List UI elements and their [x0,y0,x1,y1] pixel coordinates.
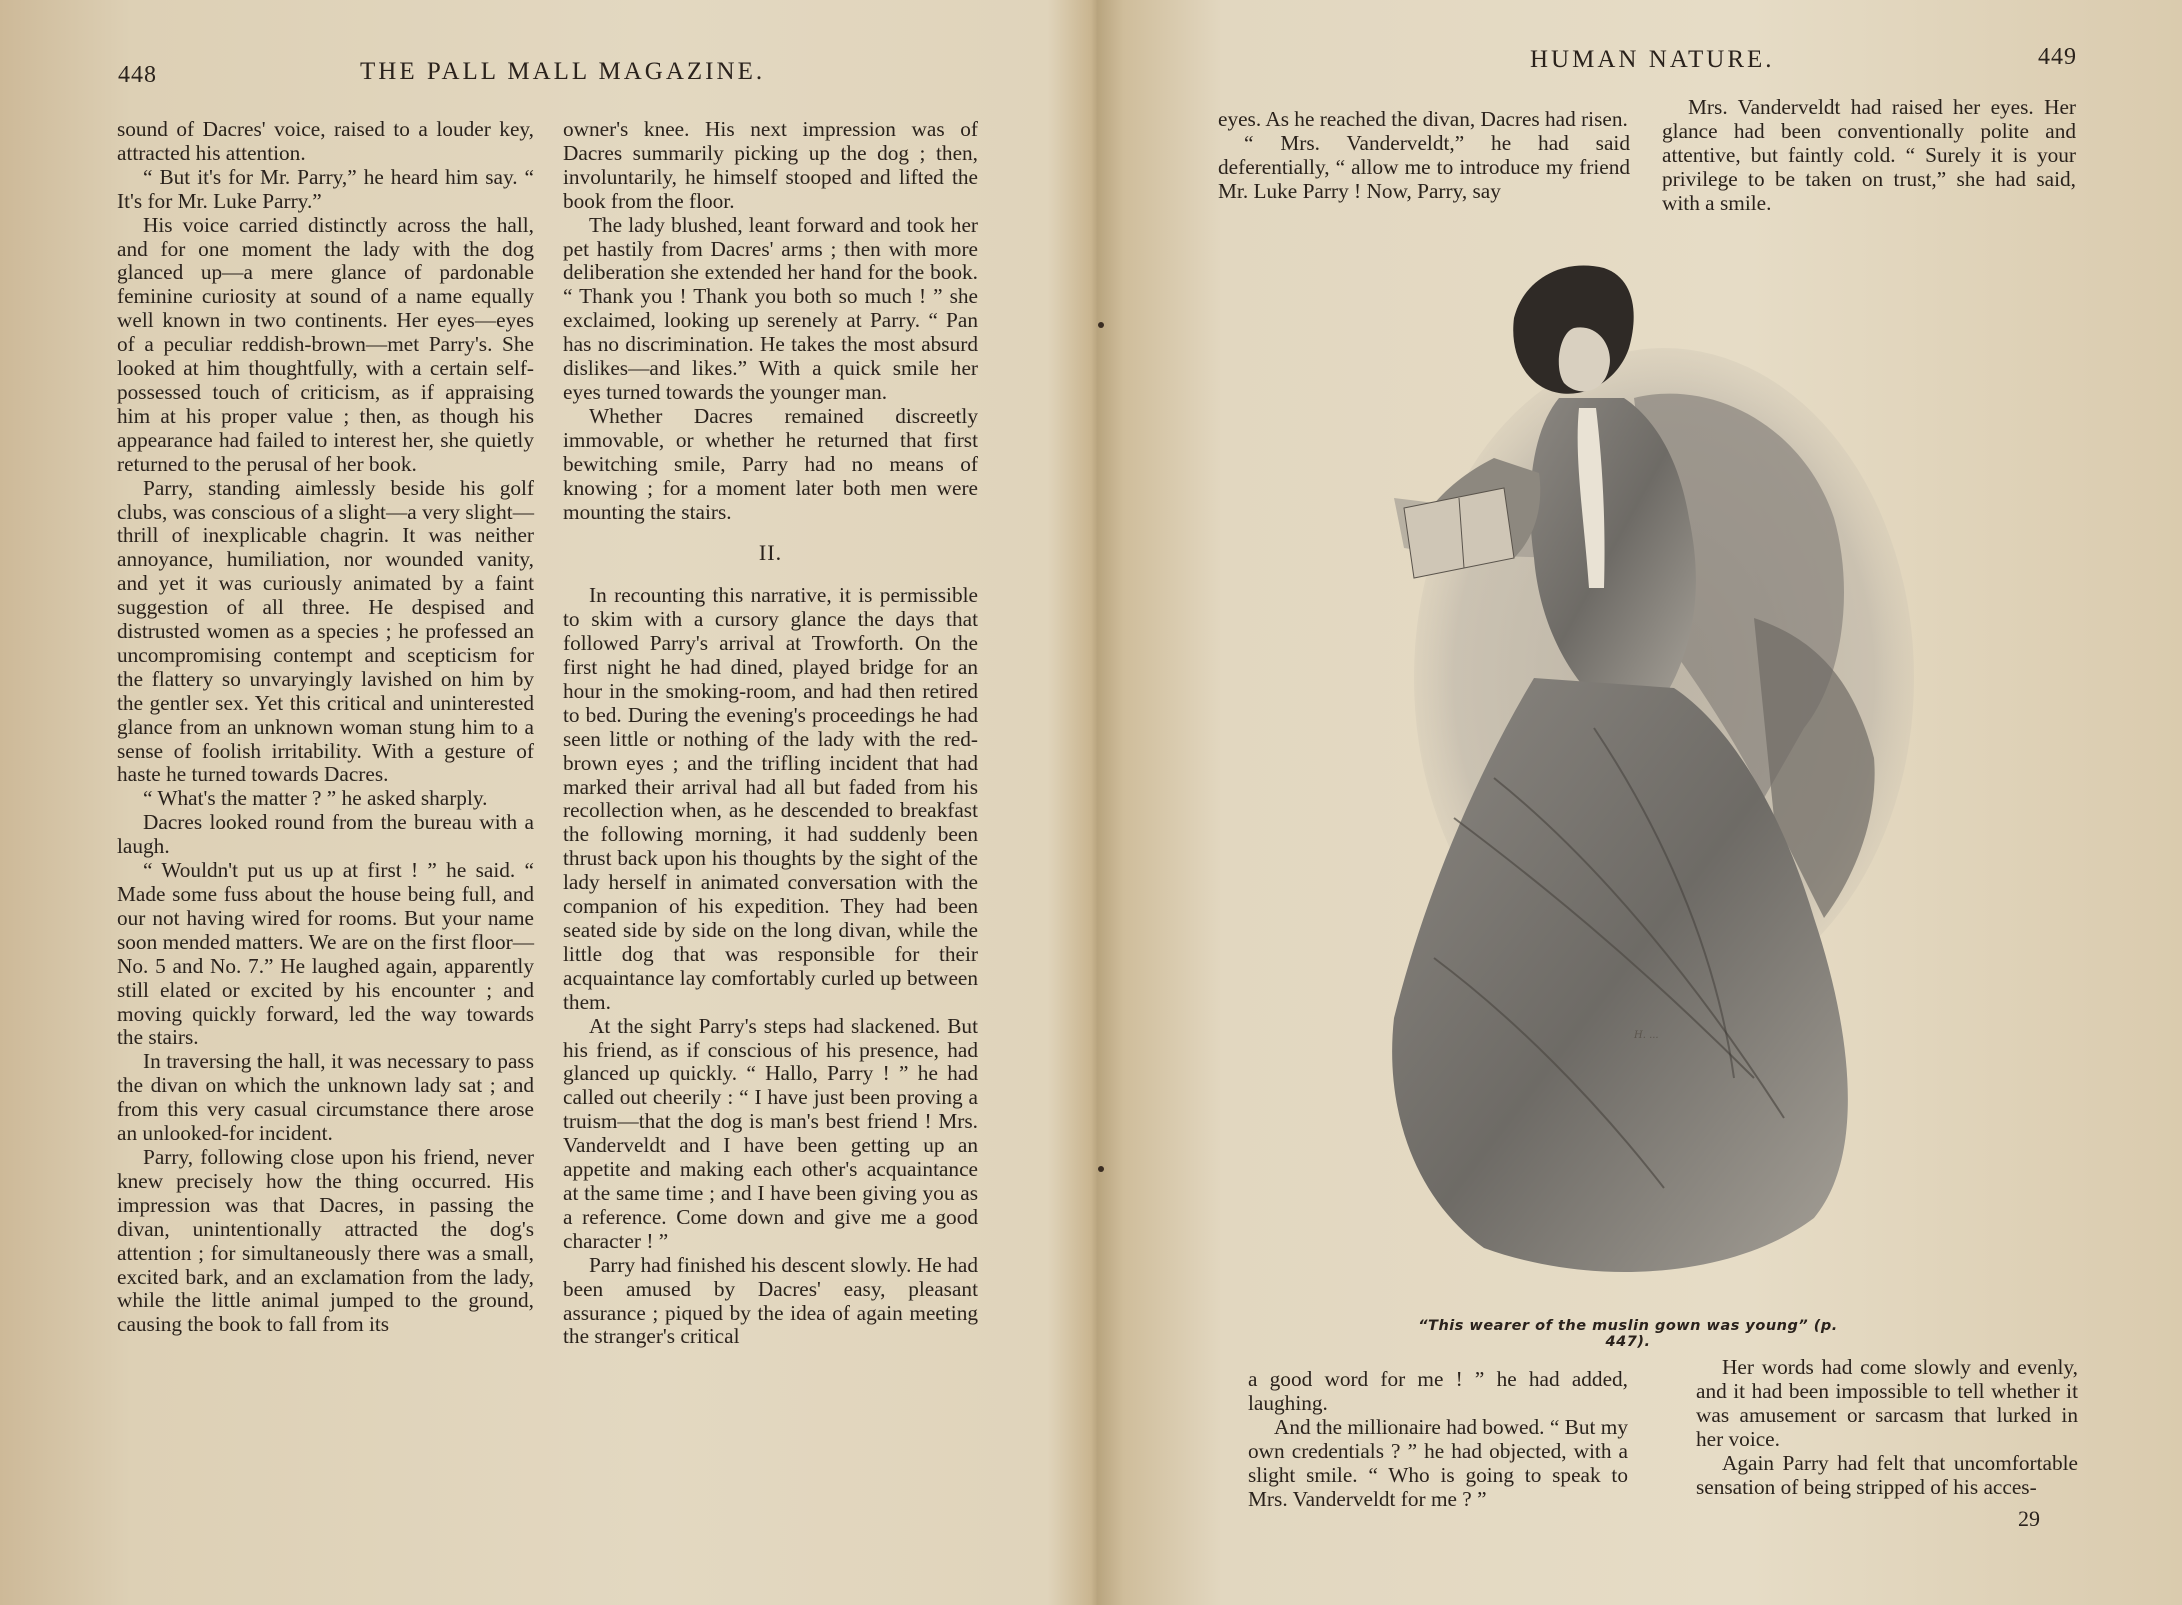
right-column-1-bottom [1248,1368,1628,1511]
left-column-2-lower [563,584,978,1349]
left-column-2-upper [563,118,978,524]
paragraph: Mrs. Vanderveldt had raised her eyes. Her glance had been conventionally polite and attentive, but faintly cold. “ Surely it is your privilege to be taken on trust,” she had said, with a smile. [1662,95,2076,215]
section-heading: II. [758,540,783,566]
paragraph: Dacres looked round from the bureau with a laugh. [117,810,534,859]
right-column-2-top [1662,96,2076,216]
paragraph: a good word for me ! ” he had added, laughing. [1248,1367,1628,1415]
left-page-number: 448 [118,62,157,88]
paragraph: “ But it's for Mr. Parry,” he heard him say. “ It's for Mr. Luke Parry.” [117,164,534,213]
right-column-1-top [1218,108,1630,204]
left-running-head: THE PALL MALL MAGAZINE. [360,58,766,85]
right-page-number: 449 [2038,44,2077,70]
paragraph: At the sight Parry's steps had slackened. But his friend, as if conscious of his presence, had glanced up quickly. “ Hallo, Parry ! ” he had called out cheerily : “ I have just been proving a truism—that the dog is man's best friend ! Mrs. Vanderveldt and I have been getting up an appetite and making each other's acquaintance at the same time ; and I have been giving you as a reference. Come down and give me a good character ! ” [563,1013,978,1253]
paragraph: eyes. As he reached the divan, Dacres had risen. [1218,107,1628,131]
illustration-woman-reading [1334,258,1914,1298]
paragraph: Parry, standing aimlessly beside his golf clubs, was conscious of a slight—a very slight—thrill of inexplicable chagrin. It was neither annoyance, humiliation, nor wounded vanity, and yet it was curiously animated by a faint suggestion of all three. He despised and distrusted women as a species ; he professed an uncompromising contempt and scepticism for the flattery so unvaryingly lavished on him by the gentler sex. Yet this critical and uninterested glance from an unknown woman stung him to a sense of foolish irritability. With a gesture of haste he turned towards Dacres. [117,475,534,787]
paragraph: Again Parry had felt that uncomfortable sensation of being stripped of his acces- [1696,1450,2078,1499]
paragraph: Parry, following close upon his friend, never knew precisely how the thing occurred. His impression was that Dacres, in passing the divan, unintentionally attracted the dog's attention ; for simultaneously there was a small, excited bark, and an exclamation from the lady, while the little animal jumped to the ground, causing the book to fall from its [117,1144,534,1337]
illustration-caption: “This wearer of the muslin gown was young” (p. 447). [1418,1318,1838,1350]
paragraph: “ Mrs. Vanderveldt,” he had said deferentially, “ allow me to introduce my friend Mr. Luke Parry ! Now, Parry, say [1218,130,1630,203]
left-column-2 [563,118,978,1349]
paragraph: “ Wouldn't put us up at first ! ” he said. “ Made some fuss about the house being full, and our not having wired for rooms. But your name soon mended matters. We are on the first floor—No. 5 and No. 7.” He laughed again, apparently still elated or excited by his encounter ; and moving quickly forward, led the way towards the stairs. [117,858,534,1050]
paragraph: “ What's the matter ? ” he asked sharply. [143,786,488,811]
artist-signature: H. ... [1634,1030,1659,1041]
paragraph: His voice carried distinctly across the hall, and for one moment the lady with the dog glanced up—a mere glance of pardonable feminine curiosity at sound of a name equally well known in two continents. Her eyes—eyes of a peculiar reddish-brown—met Parry's. She looked at him thoughtfully, with a certain self-possessed touch of criticism, as if appraising him at his proper value ; then, as though his appearance had failed to interest her, she quietly returned to the perusal of her book. [117,212,534,476]
paragraph: And the millionaire had bowed. “ But my own credentials ? ” he had objected, with a slight smile. “ Who is going to speak to Mrs. Vanderveldt for me ? ” [1248,1414,1628,1511]
left-column-1 [117,118,534,1337]
paragraph: In recounting this narrative, it is permissible to skim with a cursory glance the days that followed Parry's arrival at Trowforth. On the first night he had dined, played bridge for an hour in the smoking-room, and had then retired to bed. During the evening's proceedings he had seen little or nothing of the lady with the red-brown eyes ; and the trifling incident that had marked their arrival had all but faded from his recollection when, as he descended to breakfast the following morning, it had suddenly been thrust back upon his thoughts by the sight of the lady herself in animated conversation with the companion of his expedition. They had been seated side by side on the long divan, while the little dog that was responsible for their acquaintance lay comfortably curled up between them. [563,583,978,1014]
right-page [1098,0,2182,1605]
right-running-head: HUMAN NATURE. [1530,46,1775,73]
paragraph: sound of Dacres' voice, raised to a louder key, attracted his attention. [117,117,534,165]
left-page [0,0,1090,1605]
paragraph: Her words had come slowly and evenly, and it had been impossible to tell whether it was amusement or sarcasm that lurked in her voice. [1696,1355,2078,1451]
paragraph: Whether Dacres remained discreetly immovable, or whether he returned that first bewitching smile, Parry had no means of knowing ; for a moment later both men were mounting the stairs. [563,403,978,524]
signature-mark: 29 [2018,1506,2040,1531]
right-column-2-bottom [1696,1356,2078,1499]
paragraph: Parry had finished his descent slowly. He had been amused by Dacres' easy, pleasant assurance ; piqued by the idea of again meeting the stranger's critical [563,1252,978,1349]
paragraph: The lady blushed, leant forward and took her pet hastily from Dacres' arms ; then with more deliberation she extended her hand for the book. “ Thank you ! Thank you both so much ! ” she exclaimed, looking up serenely at Parry. “ Pan has no discrimination. He takes the most absurd dislikes—and likes.” With a quick smile her eyes turned towards the younger man. [563,212,978,404]
paragraph: In traversing the hall, it was necessary to pass the divan on which the unknown lady sat ; and from this very casual circumstance there arose an unlooked-for incident. [117,1049,534,1146]
paragraph: owner's knee. His next impression was of Dacres summarily picking up the dog ; then, involuntarily, he himself stooped and lifted the book from the floor. [563,117,978,213]
